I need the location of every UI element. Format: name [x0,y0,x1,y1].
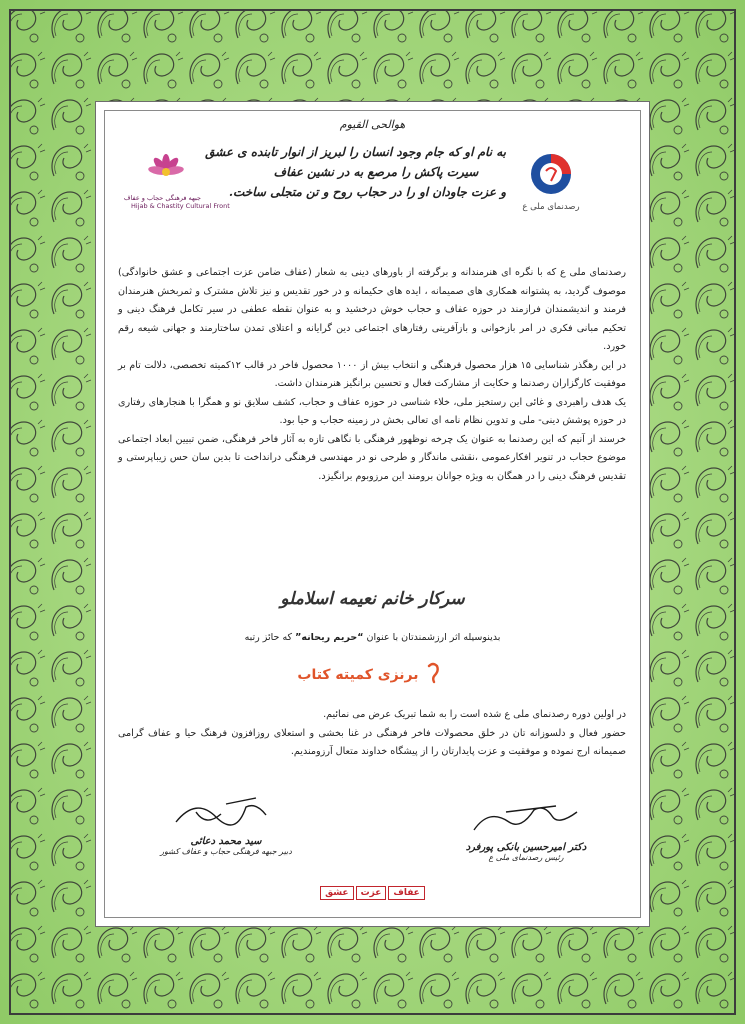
body-paragraph-2: در این رهگذر شناسایی ۱۵ هزار محصول فرهنگی و انتخاب بیش از ۱۰۰۰ محصول فاخر در قالب ۱۲کمیته تخصصی، دلالت تام بر موفقیت کارگزاران رصدنما و حکایت از مشارکت فعال و تحسین برانگیز هنرمندان داشت. [118,359,626,389]
signature-left [146,792,306,856]
rasadnama-logo [516,152,586,212]
award-emblem-icon [424,662,442,688]
left-logo-caption-fa: جبهه فرهنگی حجاب و عفاف [123,194,201,202]
right-logo-caption: رصدنمای ملی ع [522,202,580,212]
body-paragraph-4: خرسند از آنیم که این رصدنما به عنوان یک چرخه نوظهور فرهنگی با نگاهی تازه به آثار فاخر فرهنگی، ضمن تبیین ابعاد اجتماعی موضوع حجاب در تنویر افکارعمومی ،نقشی ماندگار و طرحی نو در مهندسی فرهنگی درانداخت تا بدین سان حس زیباپرستی و تقدیس فرهنگ دینی را در همگان به ویژه جوانان برومند این مرزوبوم برانگیزد. [118,433,626,482]
work-title: “حریم ریحانه” [295,632,364,643]
left-signer-role: دبیر جبهه فرهنگی حجاب و عفاف کشور [160,847,292,856]
left-signer-name: سید محمد دعائی [190,836,262,847]
lotus-icon [143,150,189,190]
footer-word-1: عفاف [388,886,424,900]
body-text [118,264,626,486]
right-signer-name: دکتر امیرحسین بانکی پورفرد [465,842,587,853]
footer-word-2: عزت [356,886,387,900]
invocation: هوالحی القیوم [339,118,406,131]
body-paragraph-3: یک هدف راهبردی و غائی این رستخیز ملی، خلاء شناسی در حوزه عفاف و حجاب، کشف سلایق نو و همگرا با هنجارهای رفتاری در حوزه پوشش دینی- ملی و تدوین نظام نامه ای تعالی بخش در زمینه حجاب و حیا بود. [118,396,626,426]
rasadnama-emblem-icon [529,152,573,196]
work-line-prefix: بدینوسیله اثر ارزشمندتان با عنوان [366,632,501,643]
poem-line-2: سیرت پاکش را مرصع به در نشین عفاف [273,165,479,179]
certificate-paper [96,102,649,926]
closing-paragraph-1: در اولین دوره رصدنمای ملی ع شده است را به شما تبریک عرض می نمائیم. [323,709,626,720]
handwritten-signature-left [166,792,286,832]
work-line [96,632,649,643]
recipient-name: سرکار خانم نعیمه اسلاملو [280,589,465,609]
hijab-front-logo [123,150,230,210]
award-rank [96,662,649,688]
closing-text [118,706,626,762]
handwritten-signature-right [466,802,586,838]
body-paragraph-1: رصدنمای ملی ع که با نگره ای هنرمندانه و برگرفته از باورهای دینی به شعار (عفاف ضامن عزت اجتماعی و عشق خانوادگی) موصوف گردید، به پشتوانه همکاری های صمیمانه ، ایده های حکیمانه و در خور تقدیس و نیز تلاش مشترک و ثمربخش هنرمندان فرمند و اندیشمندان فرازمند در حوزه عفاف و حجاب خوش درخشید و به عنوان نقطه عطفی در سیر تکامل فرهنگ دینی و تحکیم مبانی فکری در امر بازخوانی و بازآفرینی رفتارهای اجتماعی دین گرایانه و اعتلای تمدن ساختارمند و جهانی شیعه رقم خورد. [118,267,626,352]
closing-paragraph-2: حضور فعال و دلسوزانه تان در خلق محصولات فاخر فرهنگی در غنا بخشی و استعلای روزافزون فرهنگ حیا و عفاف گرامی صمیمانه ارج نموده و موفقیت و عزت پایدارتان را از پیشگاه خداوند متعال آرزومندیم. [118,727,626,757]
left-logo-caption-en: Hijab & Chastity Cultural Front [131,202,230,210]
poem-line-3: و عزت جاودان او را در حجاب روح و تن متجلی ساخت. [228,185,506,199]
work-line-suffix: که حائز رتبه [244,632,293,643]
signature-right [446,802,606,862]
award-label: برنزی کمیته کتاب [297,667,419,683]
footer-word-3: عشق [320,886,353,900]
poem [205,142,506,202]
poem-line-1: به نام او که جام وجود انسان را لبریز از انوار تابنده ی عشق [205,145,506,159]
right-signer-role: رئیس رصدنمای ملی ع [488,853,564,862]
footer-motto [96,880,649,900]
